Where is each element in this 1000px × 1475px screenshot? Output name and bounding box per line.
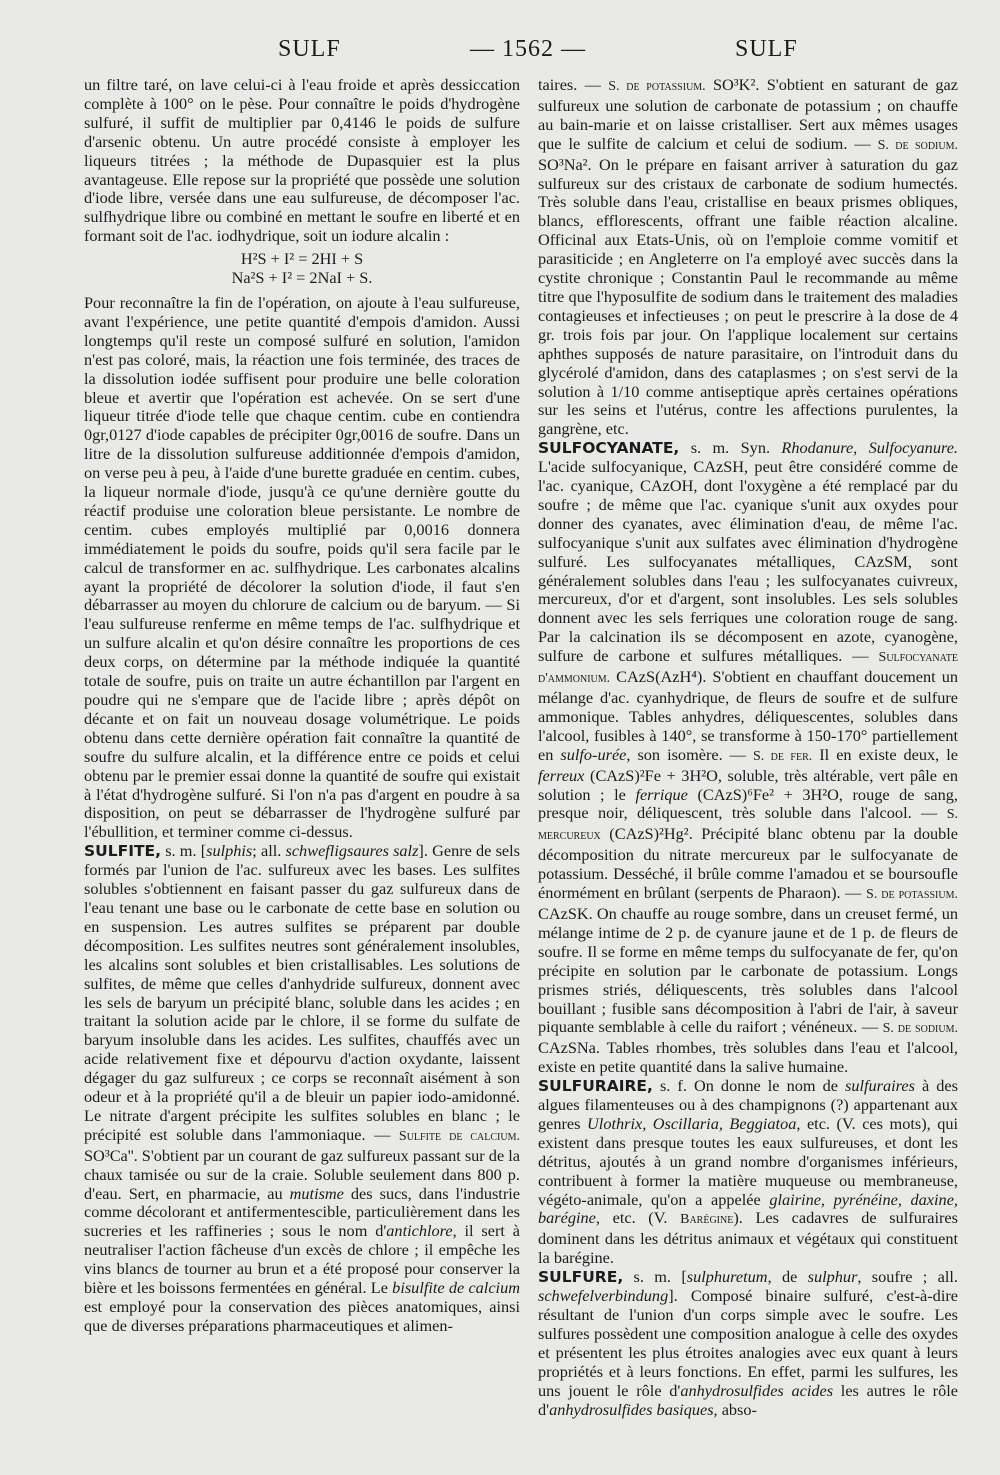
paragraph-dosage: un filtre taré, on lave celui-ci à l'eau froide et après dessiccation complète à 100° on le pèse. Pour connaître le poids d'hydrogène sulfuré, il suffit de multiplier par 0,4146 le poids de sulfure d'arsenic obtenu. Un autre procédé consiste à employer les liqueurs titrées ; la méthode de Dupasquier est la plus avantageuse. Elle repose sur la propriété que possède une solution d'iode libre, versée dans une eau sulfureuse, de décomposer l'ac. sulfhydrique libre ou combiné en mettant le soufre en liberté et en formant soit de l'ac. iodhydrique, soit un iodure alcalin : <box>84 75 520 246</box>
headword-sulfure: SULFURE, <box>538 1268 624 1287</box>
entry-sulfure: SULFURE, s. m. [sulphuretum, de sulphur, soufre ; all. schwefelverbindung]. Composé binaire sulfuré, c'est-à-dire résultant de l'union d'un corps simple avec le soufre. Les sulfures possèdent une composition analogue à celle des oxydes et présentent les plus étroites analogies avec eux quant à leurs propriétés et à leurs fonctions. En effet, parmi les sulfures, les uns jouent le rôle d'anhydrosulfides acides les autres le rôle d'anhydrosulfides basiques, abso- <box>538 1267 958 1419</box>
right-column <box>538 76 958 1419</box>
running-header <box>0 36 1000 66</box>
subentry-label: S. de sodium. <box>882 1021 958 1037</box>
entry-sulfuraire: SULFURAIRE, s. f. On donne le nom de sulfuraires à des algues filamenteuses ou à des champignons (?) appartenant aux genres Ulothrix, Oscillaria, Beggiatoa, etc. (V. ces mots), qui existent dans presque toutes les eaux sulfureuses, et dont les détritus, ajoutés à un grand nombre d'organismes inférieurs, contribuent à former la matière muqueuse ou membraneuse, végéto-animale, qu'on a appelée glairine, pyrénéine, daxine, barégine, etc. (V. Barégine). Les cadavres de sulfuraires dominent dans les détritus animaux et végétaux qui constituent la barégine. <box>538 1076 959 1268</box>
formula-line: H²S + I² = 2HI + S <box>240 249 364 269</box>
entry-sulfocyanate: SULFOCYANATE, s. m. Syn. Rhodanure, Sulfocyanure. L'acide sulfocyanique, CAzSH, peut être considéré comme de l'ac. cyanique, CAzOH, dont l'oxygène a été remplacé par du soufre ; de même que l'ac. cyanique s'unit aux oxydes pour donner des cyanates, avec élimination d'eau, de même l'ac. sulfocyanique s'unit aux sulfates avec élimination d'hydrogène sulfuré. Les sulfocyanates métalliques, CAzSM, sont généralement solubles dans l'eau ; les sulfocyanates cuivreux, mercureux, d'or et d'argent, sont insolubles. Les sels solubles donnent avec les sels ferriques une coloration rouge de sang. Par la calcination ils se décomposent en azote, cyanogène, sulfure de carbone et sulfures métalliques. — Sulfocyanate d'ammonium. CAzS(AzH⁴). S'obtient en chauffant doucement un mélange d'ac. cyanhydrique, de fleurs de soufre et de sulfure ammonique. Tables anhydres, déliquescentes, solubles dans l'alcool, fusibles à 140°, se transforme à 150-170° partiellement en sulfo-urée, son isomère. — S. de fer. Il en existe deux, le ferreux (CAzS)²Fe + 3H²O, soluble, très altérable, vert pâle en solution ; le ferrique (CAzS)⁶Fe² + 3H²O, rouge de sang, presque noir, déliquescent, très soluble dans l'alcool. — S. mercureux (CAzS)²Hg². Précipité blanc obtenu par la double décomposition du nitrate mercureux par le sulfocyanate de potassium. Desséché, il brûle comme l'amadou et se boursoufle énormément en brûlant (serpents de Pharaon). — S. de potassium. CAzSK. On chauffe au rouge sombre, dans un creuset fermé, un mélange intime de 2 p. de cyanure jaune et de 1 p. de fleurs de soufre. Il se forme en même temps du sulfocyanate de fer, qu'on précipite en solution par le carbonate de potassium. Longs prismes striés, déliquescents, très solubles dans l'alcool bouillant ; fusible sans décomposition à l'abri de l'air, à saveur piquante semblable à celle du raifort ; vénéneux. — S. de sodium. CAzSNa. Tables rhombes, très solubles dans l'eau et l'alcool, existe en petite quantité dans la salive humaine. <box>538 438 959 1077</box>
headword-sulfocyanate: SULFOCYANATE, <box>538 439 680 458</box>
formula-block <box>84 250 520 288</box>
subentry-label: Sulfocyanate d'ammonium. <box>538 650 958 687</box>
subentry-label: S. de potassium. <box>608 79 706 94</box>
paragraph-sulfites-cont: taires. — S. de potassium. SO³K². S'obtient en saturant de gaz sulfureux une solution de carbonate de potassium ; on chauffe au bain-marie et on laisse cristalliser. Sert aux mêmes usages que le sulfite de calcium et celui de sodium. — S. de sodium. SO³Na². On le prépare en faisant arriver à saturation du gaz sulfureux sur des cristaux de carbonate de sodium humectés. Très soluble dans l'eau, cristallise en beaux prismes obliques, blancs, efflorescents, offrant une faible réaction alcaline. Officinal aux Etats-Unis, où on l'emploie comme vomitif et parasiticide ; en Angleterre on l'a employé avec succès dans la cystite chronique ; Constantin Paul le recommande au même titre que l'hyposulfite de sodium dans le traitement des maladies contagieuses et infectieuses ; on peut le prescrire à la dose de 4 gr. trois fois par jour. On l'applique localement sur certains aphthes supposés de nature parasitaire, on l'introduit dans du glycérolé d'amidon, dans des cataplasmes ; on s'est servi de la solution à 1/10 comme antiseptique après certaines opérations sur les seins et l'utérus, contre les affections purulentes, la gangrène, etc. <box>538 75 958 439</box>
header-left-word: SULF <box>278 36 341 62</box>
page-number: — 1562 — <box>470 36 586 62</box>
subentry-label: S. de sodium. <box>877 137 958 153</box>
headword-sulfite: SULFITE, <box>84 842 162 861</box>
subentry-label: S. de fer. <box>752 748 813 764</box>
subentry-label: S. de potassium. <box>866 887 958 903</box>
header-right-word: SULF <box>735 36 798 62</box>
cross-reference: Barégine <box>680 1212 734 1228</box>
left-column <box>84 76 520 1336</box>
entry-sulfite: SULFITE, s. m. [sulphis; all. schwefligsaures salz]. Genre de sels formés par l'union de l'ac. sulfureux avec les bases. Les sulfites solubles s'obtiennent en faisant passer du gaz sulfureux dans de l'eau tenant une base ou le carbonate de cette base en solution ou en suspension. Les autres sulfites se préparent par double décomposition. Les sulfites neutres sont généralement insolubles, les alcalins sont solubles et bien cristallisables. Les solutions de sulfites, de même que celles d'anhydride sulfureux, donnent avec les sels de baryum un précipité blanc, soluble dans les acides ; en traitant la solution acide par le chlore, il se forme du sulfate de baryum insoluble dans les acides. Les sulfites, chauffés avec un acide relativement fixe et dépourvu d'action oxydante, laissent dégager du gaz sulfureux ; ce corps se reconnaît aisément à son odeur et à la propriété qu'il a de bleuir un papier iodo-amidonné. Le nitrate d'argent précipite les sulfites solubles en blanc ; le précipité est soluble dans l'ammoniaque. — Sulfite de calcium. SO³Ca''. S'obtient par un courant de gaz sulfureux passant sur de la chaux tamisée ou sur de la craie. Soluble seulement dans 800 p. d'eau. Sert, en pharmacie, au mutisme des sucs, dans l'industrie comme décolorant et antifermentescible, particulièrement dans les sucreries et les raffineries ; sous le nom d'antichlore, il sert à neutraliser l'action fâcheuse d'un excès de chlore ; il empêche les vins blancs de tourner au brun et a été proposé pour conserver la bière et les boissons fermentées en général. Le bisulfite de calcium est employé pour la conservation des pièces anatomiques, ainsi que de diverses préparations pharmaceutiques et alimen- <box>84 841 520 1335</box>
paragraph-method: Pour reconnaître la fin de l'opération, on ajoute à l'eau sulfureuse, avant l'expérience, une petite quantité d'empois d'amidon. Aussi longtemps qu'il reste un composé sulfuré en solution, l'amidon n'est pas coloré, mais, la réaction une fois terminée, des traces de la dissolution iodée suffisent pour produire une belle coloration bleue et avertir que l'opération est achevée. On se sert d'une liqueur titrée d'iode telle que chaque centim. cube en contiendra 0gr,0127 d'iode capables de précipiter 0gr,0016 de soufre. Dans un litre de la dissolution sulfureuse additionnée d'empois d'amidon, on verse peu à peu, à l'aide d'une burette graduée en centim. cubes, la liqueur normale d'iode, jusqu'à ce qu'une dernière goutte du réactif produise une coloration bleue persistante. Le nombre de centim. cubes employés multiplié par 0,0016 donnera immédiatement le poids du soufre, poids qu'il sera facile par le calcul de transformer en ac. sulfhydrique. Les carbonates alcalins ayant la propriété de décolorer la solution d'iode, il faut s'en débarrasser au moyen du chlorure de calcium ou de baryum. — Si l'eau sulfureuse renferme en même temps de l'ac. sulfhydrique et un sulfure alcalin et qu'on désire connaître les proportions de ces deux corps, on détermine par la méthode indiquée la quantité totale de soufre, puis on traite un autre échantillon par l'argent en poudre qui ne s'empare que de l'acide libre ; après dépôt on décante et on fait un nouveau dosage volumétrique. Le poids obtenu dans cette dernière opération fait connaître la quantité de soufre du sulfure alcalin, et la différence entre ce poids et celui obtenu par le premier essai donne la quantité de soufre qui existait à l'état d'hydrogène sulfuré. Si l'on n'a pas d'argent en poudre à sa disposition, on peut se débarrasser de l'hydrogène sulfuré par l'ébullition, et terminer comme ci-dessus. <box>84 292 520 842</box>
subentry-label: S. mercureux <box>538 807 958 844</box>
formula-line: Na²S + I² = 2NaI + S. <box>231 268 373 288</box>
subentry-label: Sulfite de calcium. <box>398 1128 520 1144</box>
headword-sulfuraire: SULFURAIRE, <box>538 1077 653 1096</box>
